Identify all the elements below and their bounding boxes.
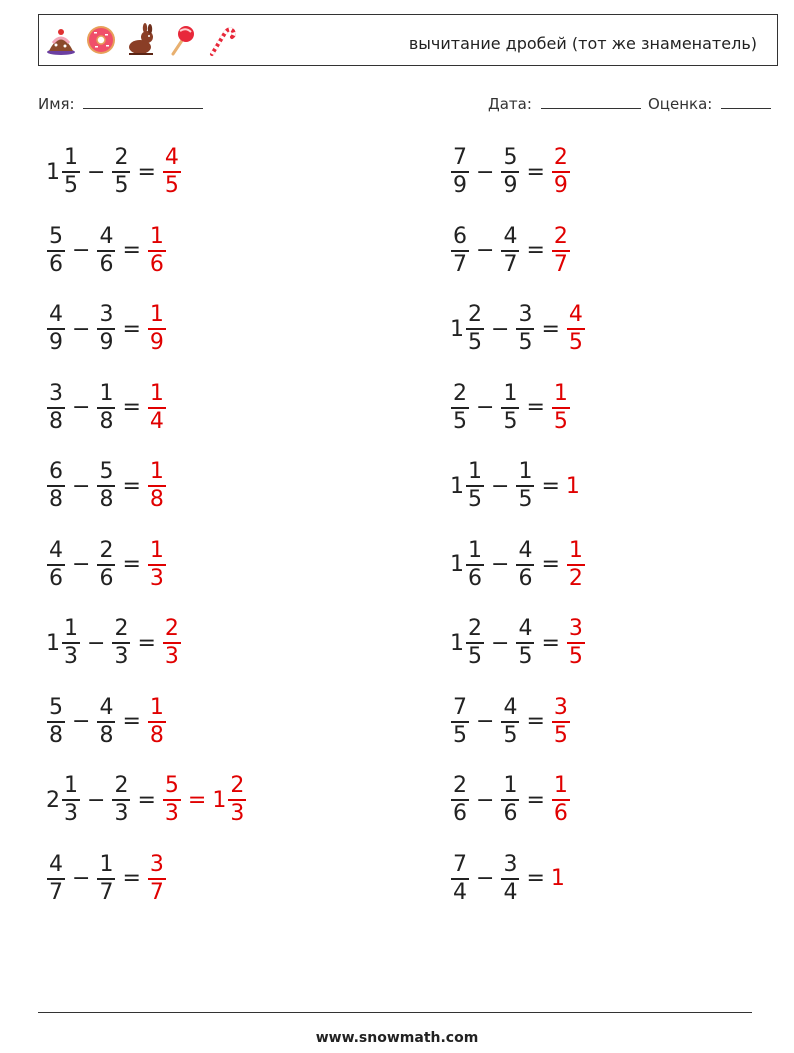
denominator: 3: [164, 644, 179, 669]
fraction: [516, 459, 534, 513]
problem-row: [450, 535, 586, 595]
denominator: 6: [149, 251, 164, 277]
fraction: [451, 773, 469, 827]
numerator: 1: [64, 145, 78, 170]
minus-sign: −: [476, 159, 495, 185]
denominator: 9: [99, 330, 114, 355]
numerator: 2: [553, 145, 568, 170]
problem-row: [46, 378, 167, 438]
date-line[interactable]: [541, 94, 641, 109]
name-field[interactable]: [38, 94, 203, 113]
numerator: 2: [468, 302, 482, 327]
fraction: [466, 616, 484, 670]
equals-sign: =: [526, 787, 545, 813]
fraction: [567, 616, 585, 670]
minus-sign: −: [87, 787, 106, 813]
equals-sign: =: [122, 395, 141, 420]
fraction: [466, 538, 484, 592]
denominator: 3: [230, 801, 245, 826]
numerator: 5: [99, 459, 114, 484]
numerator: 1: [468, 459, 482, 484]
numerator: 4: [49, 302, 63, 327]
denominator: 8: [99, 408, 114, 434]
denominator: 6: [553, 801, 568, 826]
denominator: 6: [49, 565, 63, 591]
numerator: 6: [49, 459, 63, 484]
denominator: 7: [99, 879, 114, 905]
denominator: 8: [49, 487, 63, 512]
fraction: [97, 538, 115, 592]
numerator: 4: [164, 145, 179, 170]
fraction: [501, 381, 519, 435]
problem-row: [46, 535, 167, 595]
fraction: [501, 773, 519, 827]
equals-sign: =: [526, 238, 545, 263]
denominator: 3: [114, 801, 129, 826]
denominator: 7: [453, 251, 467, 277]
equals-sign: =: [122, 866, 141, 891]
equals-sign: =: [187, 787, 207, 813]
fraction: [97, 302, 115, 356]
numerator: 1: [503, 773, 518, 798]
denominator: 8: [99, 487, 114, 512]
numerator: 4: [518, 537, 533, 563]
numerator: 6: [453, 223, 467, 249]
numerator: 1: [64, 616, 78, 641]
numerator: 7: [453, 694, 467, 720]
problem-row: [46, 142, 182, 202]
denominator: 3: [114, 644, 129, 669]
fraction: [148, 381, 166, 435]
fraction: [501, 852, 519, 906]
numerator: 1: [149, 694, 164, 720]
numerator: 1: [468, 537, 482, 563]
minus-sign: −: [476, 866, 495, 891]
numerator: 1: [568, 537, 583, 563]
denominator: 8: [149, 722, 164, 748]
fraction: [97, 459, 115, 513]
fraction: [148, 302, 166, 356]
denominator: 5: [164, 173, 179, 198]
equals-sign: =: [541, 552, 560, 577]
denominator: 9: [149, 330, 164, 355]
denominator: 5: [453, 408, 467, 434]
numerator: 2: [164, 616, 179, 641]
problem-row: [450, 613, 586, 673]
equals-sign: =: [526, 709, 545, 734]
fraction: [501, 695, 519, 749]
chocolate-bunny-icon: [125, 23, 157, 57]
fraction: [62, 145, 80, 199]
numerator: 1: [149, 380, 164, 406]
fraction: [552, 695, 570, 749]
equals-sign: =: [137, 787, 156, 813]
numerator: 4: [518, 616, 533, 641]
numerator: 7: [453, 851, 467, 877]
minus-sign: −: [491, 630, 510, 656]
site-url: www.snowmath.com: [315, 1030, 479, 1046]
denominator: 5: [503, 408, 518, 434]
problem-row: [450, 378, 571, 438]
fraction: [62, 773, 80, 827]
denominator: 9: [503, 173, 518, 198]
fraction: [466, 302, 484, 356]
whole-number: 1: [450, 552, 464, 577]
fraction: [516, 616, 534, 670]
equals-sign: =: [122, 709, 141, 734]
fraction: [47, 224, 65, 278]
numerator: 4: [49, 537, 63, 563]
date-label: Дата:: [488, 95, 532, 113]
fraction: [501, 224, 519, 278]
denominator: 8: [149, 487, 164, 512]
numerator: 1: [99, 380, 114, 406]
fraction: [466, 459, 484, 513]
denominator: 6: [518, 565, 533, 591]
fraction: [228, 773, 246, 827]
numerator: 4: [503, 694, 518, 720]
fraction: [163, 616, 181, 670]
problem-row: [450, 299, 586, 359]
fraction: [516, 538, 534, 592]
equals-sign: =: [526, 159, 545, 185]
fraction: [567, 538, 585, 592]
problem-row: [46, 770, 247, 830]
equals-sign: =: [541, 316, 560, 342]
fraction: [163, 145, 181, 199]
fraction: [451, 381, 469, 435]
whole-number: 1: [565, 473, 580, 499]
equals-sign: =: [137, 159, 156, 185]
footer-divider: [38, 1012, 752, 1013]
worksheet-header: [38, 14, 778, 66]
equals-sign: =: [122, 238, 141, 263]
denominator: 5: [518, 644, 533, 669]
fraction: [97, 381, 115, 435]
problem-row: [46, 221, 167, 281]
denominator: 5: [64, 173, 78, 198]
numerator: 2: [114, 145, 129, 170]
fraction: [97, 695, 115, 749]
denominator: 8: [99, 722, 114, 748]
denominator: 6: [99, 251, 114, 277]
fraction: [552, 224, 570, 278]
numerator: 3: [503, 851, 518, 877]
denominator: 5: [453, 722, 467, 748]
numerator: 1: [503, 380, 518, 406]
whole-number: 1: [450, 316, 464, 342]
fraction: [112, 616, 130, 670]
numerator: 1: [553, 380, 568, 406]
numerator: 4: [49, 851, 63, 877]
minus-sign: −: [476, 238, 495, 263]
fraction: [552, 381, 570, 435]
fraction: [97, 224, 115, 278]
fraction: [552, 145, 570, 199]
minus-sign: −: [476, 395, 495, 420]
minus-sign: −: [476, 709, 495, 734]
fraction: [112, 773, 130, 827]
name-line[interactable]: [83, 94, 203, 109]
numerator: 2: [468, 616, 482, 641]
equals-sign: =: [541, 630, 560, 656]
minus-sign: −: [72, 552, 91, 577]
numerator: 1: [64, 773, 78, 798]
minus-sign: −: [491, 552, 510, 577]
numerator: 7: [453, 145, 467, 170]
denominator: 7: [49, 879, 63, 905]
numerator: 3: [49, 380, 63, 406]
minus-sign: −: [72, 395, 91, 420]
fraction: [451, 224, 469, 278]
problem-row: [450, 849, 566, 909]
fraction: [148, 459, 166, 513]
numerator: 4: [99, 694, 114, 720]
fraction: [47, 302, 65, 356]
denominator: 4: [149, 408, 164, 434]
denominator: 7: [553, 251, 568, 277]
denominator: 4: [503, 879, 518, 905]
equals-sign: =: [122, 473, 141, 499]
numerator: 1: [149, 302, 164, 327]
numerator: 4: [503, 223, 518, 249]
numerator: 2: [453, 773, 467, 798]
minus-sign: −: [72, 238, 91, 263]
minus-sign: −: [87, 630, 106, 656]
denominator: 9: [453, 173, 467, 198]
fraction: [112, 145, 130, 199]
equals-sign: =: [137, 630, 156, 656]
candy-cane-icon: [205, 23, 237, 57]
problem-row: [46, 456, 167, 516]
whole-number: 1: [450, 630, 464, 656]
date-field[interactable]: [488, 94, 641, 113]
denominator: 9: [553, 173, 568, 198]
problem-row: [450, 142, 571, 202]
fraction: [148, 538, 166, 592]
equals-sign: =: [122, 316, 141, 342]
fraction: [47, 459, 65, 513]
fraction: [47, 538, 65, 592]
numerator: 1: [99, 851, 114, 877]
whole-number: 1: [46, 630, 60, 656]
minus-sign: −: [87, 159, 106, 185]
minus-sign: −: [72, 473, 91, 499]
problem-row: [450, 221, 571, 281]
denominator: 6: [468, 565, 482, 591]
denominator: 5: [468, 644, 482, 669]
numerator: 5: [503, 145, 518, 170]
problem-row: [450, 456, 581, 516]
fraction: [552, 773, 570, 827]
denominator: 3: [64, 801, 78, 826]
denominator: 6: [99, 565, 114, 591]
numerator: 1: [553, 773, 568, 798]
numerator: 5: [164, 773, 179, 798]
equals-sign: =: [526, 866, 545, 891]
denominator: 2: [568, 565, 583, 591]
numerator: 5: [49, 694, 63, 720]
denominator: 4: [453, 879, 467, 905]
fraction: [47, 381, 65, 435]
minus-sign: −: [491, 473, 510, 499]
denominator: 5: [568, 330, 583, 355]
numerator: 1: [149, 223, 164, 249]
numerator: 2: [453, 380, 467, 406]
denominator: 5: [518, 487, 533, 512]
fraction: [148, 224, 166, 278]
name-label: Имя:: [38, 95, 75, 113]
minus-sign: −: [72, 316, 91, 342]
fraction: [451, 695, 469, 749]
lollipop-icon: [165, 23, 197, 57]
fraction: [567, 302, 585, 356]
grade-label: Оценка:: [648, 95, 713, 113]
whole-number: 1: [450, 473, 464, 499]
problem-row: [450, 692, 571, 752]
donut-icon: [85, 23, 117, 57]
numerator: 2: [230, 773, 245, 798]
denominator: 5: [568, 644, 583, 669]
header-icons: [45, 23, 237, 57]
fraction: [451, 145, 469, 199]
denominator: 3: [64, 644, 78, 669]
problem-row: [46, 849, 167, 909]
denominator: 6: [453, 801, 467, 826]
numerator: 2: [114, 616, 129, 641]
fraction: [97, 852, 115, 906]
numerator: 1: [149, 459, 164, 484]
denominator: 7: [503, 251, 518, 277]
problem-row: [450, 770, 571, 830]
minus-sign: −: [491, 316, 510, 342]
denominator: 7: [149, 879, 164, 905]
fraction: [501, 145, 519, 199]
cake-icon: [45, 23, 77, 57]
denominator: 5: [553, 408, 568, 434]
fraction: [62, 616, 80, 670]
denominator: 5: [468, 330, 482, 355]
numerator: 4: [568, 302, 583, 327]
denominator: 6: [49, 251, 63, 277]
denominator: 8: [49, 408, 63, 434]
denominator: 8: [49, 722, 63, 748]
numerator: 5: [49, 223, 63, 249]
fraction: [148, 695, 166, 749]
numerator: 3: [518, 302, 533, 327]
denominator: 5: [518, 330, 533, 355]
numerator: 3: [99, 302, 114, 327]
numerator: 3: [149, 851, 164, 877]
denominator: 6: [503, 801, 518, 826]
equals-sign: =: [541, 473, 560, 499]
fraction: [47, 852, 65, 906]
denominator: 5: [503, 722, 518, 748]
denominator: 5: [114, 173, 129, 198]
equals-sign: =: [526, 395, 545, 420]
whole-number: 1: [212, 787, 227, 813]
whole-number: 1: [46, 159, 60, 185]
denominator: 3: [149, 565, 164, 591]
denominator: 5: [468, 487, 482, 512]
grade-line[interactable]: [721, 94, 771, 109]
minus-sign: −: [476, 787, 495, 813]
minus-sign: −: [72, 866, 91, 891]
numerator: 3: [568, 616, 583, 641]
numerator: 2: [99, 537, 114, 563]
denominator: 9: [49, 330, 63, 355]
numerator: 2: [553, 223, 568, 249]
whole-number: 2: [46, 787, 60, 813]
fraction: [47, 695, 65, 749]
minus-sign: −: [72, 709, 91, 734]
fraction: [451, 852, 469, 906]
problem-row: [46, 613, 182, 673]
fraction: [148, 852, 166, 906]
fraction: [516, 302, 534, 356]
numerator: 1: [149, 537, 164, 563]
problem-row: [46, 299, 167, 359]
problem-row: [46, 692, 167, 752]
grade-field[interactable]: [648, 94, 771, 113]
numerator: 3: [553, 694, 568, 720]
numerator: 2: [114, 773, 129, 798]
numerator: 1: [518, 459, 533, 484]
denominator: 5: [553, 722, 568, 748]
worksheet-title: вычитание дробей (тот же знаменатель): [408, 34, 757, 53]
denominator: 3: [164, 801, 179, 826]
numerator: 4: [99, 223, 114, 249]
equals-sign: =: [122, 552, 141, 577]
whole-number: 1: [550, 866, 565, 891]
fraction: [163, 773, 181, 827]
